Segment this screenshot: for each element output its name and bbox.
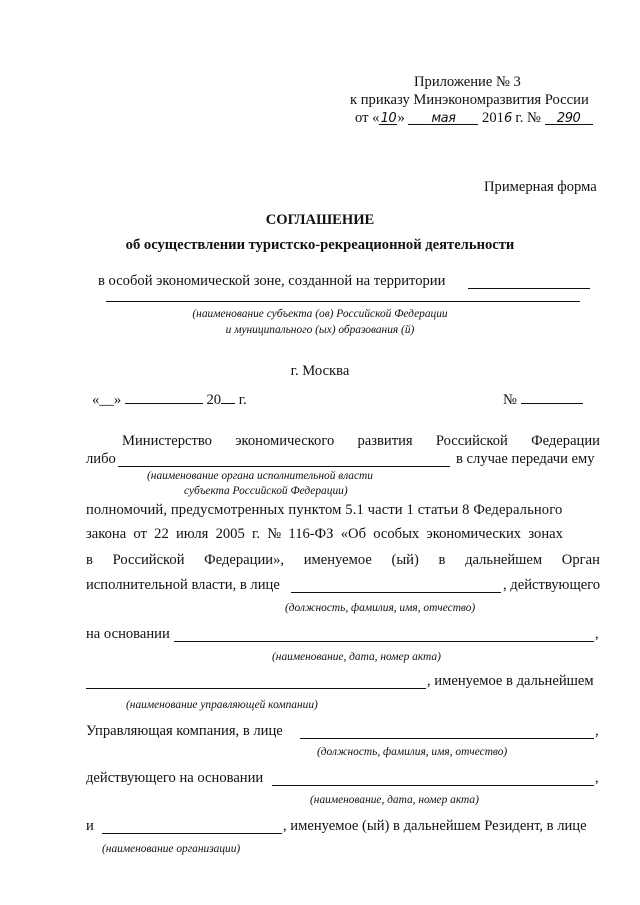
body-line-3: полномочий, предусмотренных пунктом 5.1 части 1 статьи 8 Федерального bbox=[86, 502, 563, 518]
date-year: 20 bbox=[206, 392, 222, 408]
form-label: Примерная форма bbox=[484, 179, 597, 195]
body-line-9-left: Управляющая компания, в лице bbox=[86, 723, 283, 739]
zone-text: в особой экономической зоне, созданной на территории bbox=[98, 273, 446, 289]
zone-territory-blank bbox=[468, 288, 590, 289]
body-line-1 bbox=[122, 432, 600, 450]
body-line-11-right: , именуемое (ый) в дальнейшем Резидент, в лице bbox=[283, 818, 587, 834]
zone-caption-1: (наименование субъекта (ов) Российской Федерации bbox=[192, 308, 448, 320]
body-line-5 bbox=[86, 551, 600, 569]
representative-blank bbox=[291, 592, 501, 593]
caption-organization: (наименование организации) bbox=[102, 843, 241, 855]
body-line-6-right: , действующего bbox=[503, 577, 601, 593]
date-number-label: № bbox=[503, 392, 517, 408]
basis-blank-2 bbox=[272, 785, 594, 786]
body-word: развития bbox=[357, 433, 413, 449]
body-word: дальнейшем bbox=[465, 552, 543, 568]
body-line-8-right: , именуемое в дальнейшем bbox=[427, 673, 594, 689]
body-line-11-left: и bbox=[86, 818, 94, 834]
company-blank bbox=[86, 688, 426, 689]
header-year-prefix: 201 bbox=[482, 110, 504, 126]
body-word: в bbox=[86, 552, 93, 568]
caption-person-1: (должность, фамилия, имя, отчество) bbox=[285, 602, 476, 614]
caption-act-2: (наименование, дата, номер акта) bbox=[310, 794, 479, 806]
body-line-2-right: в случае передачи ему bbox=[456, 451, 595, 467]
header-order: к приказу Минэкономразвития России bbox=[350, 92, 589, 108]
header-appendix: Приложение № 3 bbox=[414, 74, 521, 90]
header-number: 290 bbox=[545, 110, 593, 125]
body-line-7-right: , bbox=[595, 626, 599, 642]
caption-authority-1: (наименование органа исполнительной власти bbox=[147, 470, 373, 482]
date-year-blank bbox=[221, 389, 235, 404]
document-subtitle: об осуществлении туристско-рекреационной деятельности bbox=[125, 237, 515, 253]
header-date-mid: » bbox=[397, 110, 405, 126]
body-line-7-left: на основании bbox=[86, 626, 170, 642]
header-month: мая bbox=[408, 110, 478, 125]
body-word: Федерации», bbox=[204, 552, 285, 568]
body-word: (ый) bbox=[391, 552, 419, 568]
caption-company: (наименование управляющей компании) bbox=[126, 699, 318, 711]
basis-blank-1 bbox=[174, 641, 594, 642]
date-number bbox=[503, 389, 583, 409]
header-number-label: г. № bbox=[515, 110, 541, 126]
zone-caption-2: и муниципального (ых) образования (й) bbox=[225, 324, 415, 336]
city: г. Москва bbox=[290, 363, 350, 379]
body-word: Российской bbox=[435, 433, 508, 449]
body-word: именуемое bbox=[303, 552, 372, 568]
date-number-blank bbox=[521, 389, 583, 404]
date-open-quote: « bbox=[92, 392, 100, 408]
date-day-blank: __ bbox=[99, 392, 114, 408]
body-word: Федерации bbox=[531, 433, 600, 449]
caption-person-2: (должность, фамилия, имя, отчество) bbox=[317, 746, 508, 758]
header-year-digit: 6 bbox=[503, 111, 512, 126]
document-title: СОГЛАШЕНИЕ bbox=[265, 212, 375, 228]
body-word: Орган bbox=[561, 552, 600, 568]
body-line-6-left: исполнительной власти, в лице bbox=[86, 577, 280, 593]
date-year-suffix: г. bbox=[238, 392, 247, 408]
body-line-2-left: либо bbox=[86, 451, 116, 467]
date-close-quote: » bbox=[113, 392, 122, 408]
header-date-number bbox=[355, 109, 593, 128]
body-word: экономического bbox=[235, 433, 335, 449]
authority-blank bbox=[118, 466, 450, 467]
body-word: Министерство bbox=[122, 433, 212, 449]
company-rep-blank bbox=[300, 738, 594, 739]
body-word: в bbox=[438, 552, 446, 568]
header-date-prefix: от « bbox=[355, 110, 380, 126]
resident-blank bbox=[102, 833, 282, 834]
body-line-4: закона от 22 июля 2005 г. № 116-ФЗ «Об особых экономических зонах bbox=[86, 526, 563, 542]
header-day: 10 bbox=[380, 111, 397, 126]
body-line-9-right: , bbox=[595, 723, 599, 739]
body-line-10-right: , bbox=[595, 770, 599, 786]
date-line bbox=[92, 389, 247, 409]
zone-subject-blank bbox=[106, 301, 580, 302]
date-month-blank bbox=[125, 389, 203, 404]
body-line-10-left: действующего на основании bbox=[86, 770, 264, 786]
caption-act-1: (наименование, дата, номер акта) bbox=[272, 651, 441, 663]
caption-authority-2: субъекта Российской Федерации) bbox=[184, 485, 348, 497]
body-word: Российской bbox=[112, 552, 185, 568]
